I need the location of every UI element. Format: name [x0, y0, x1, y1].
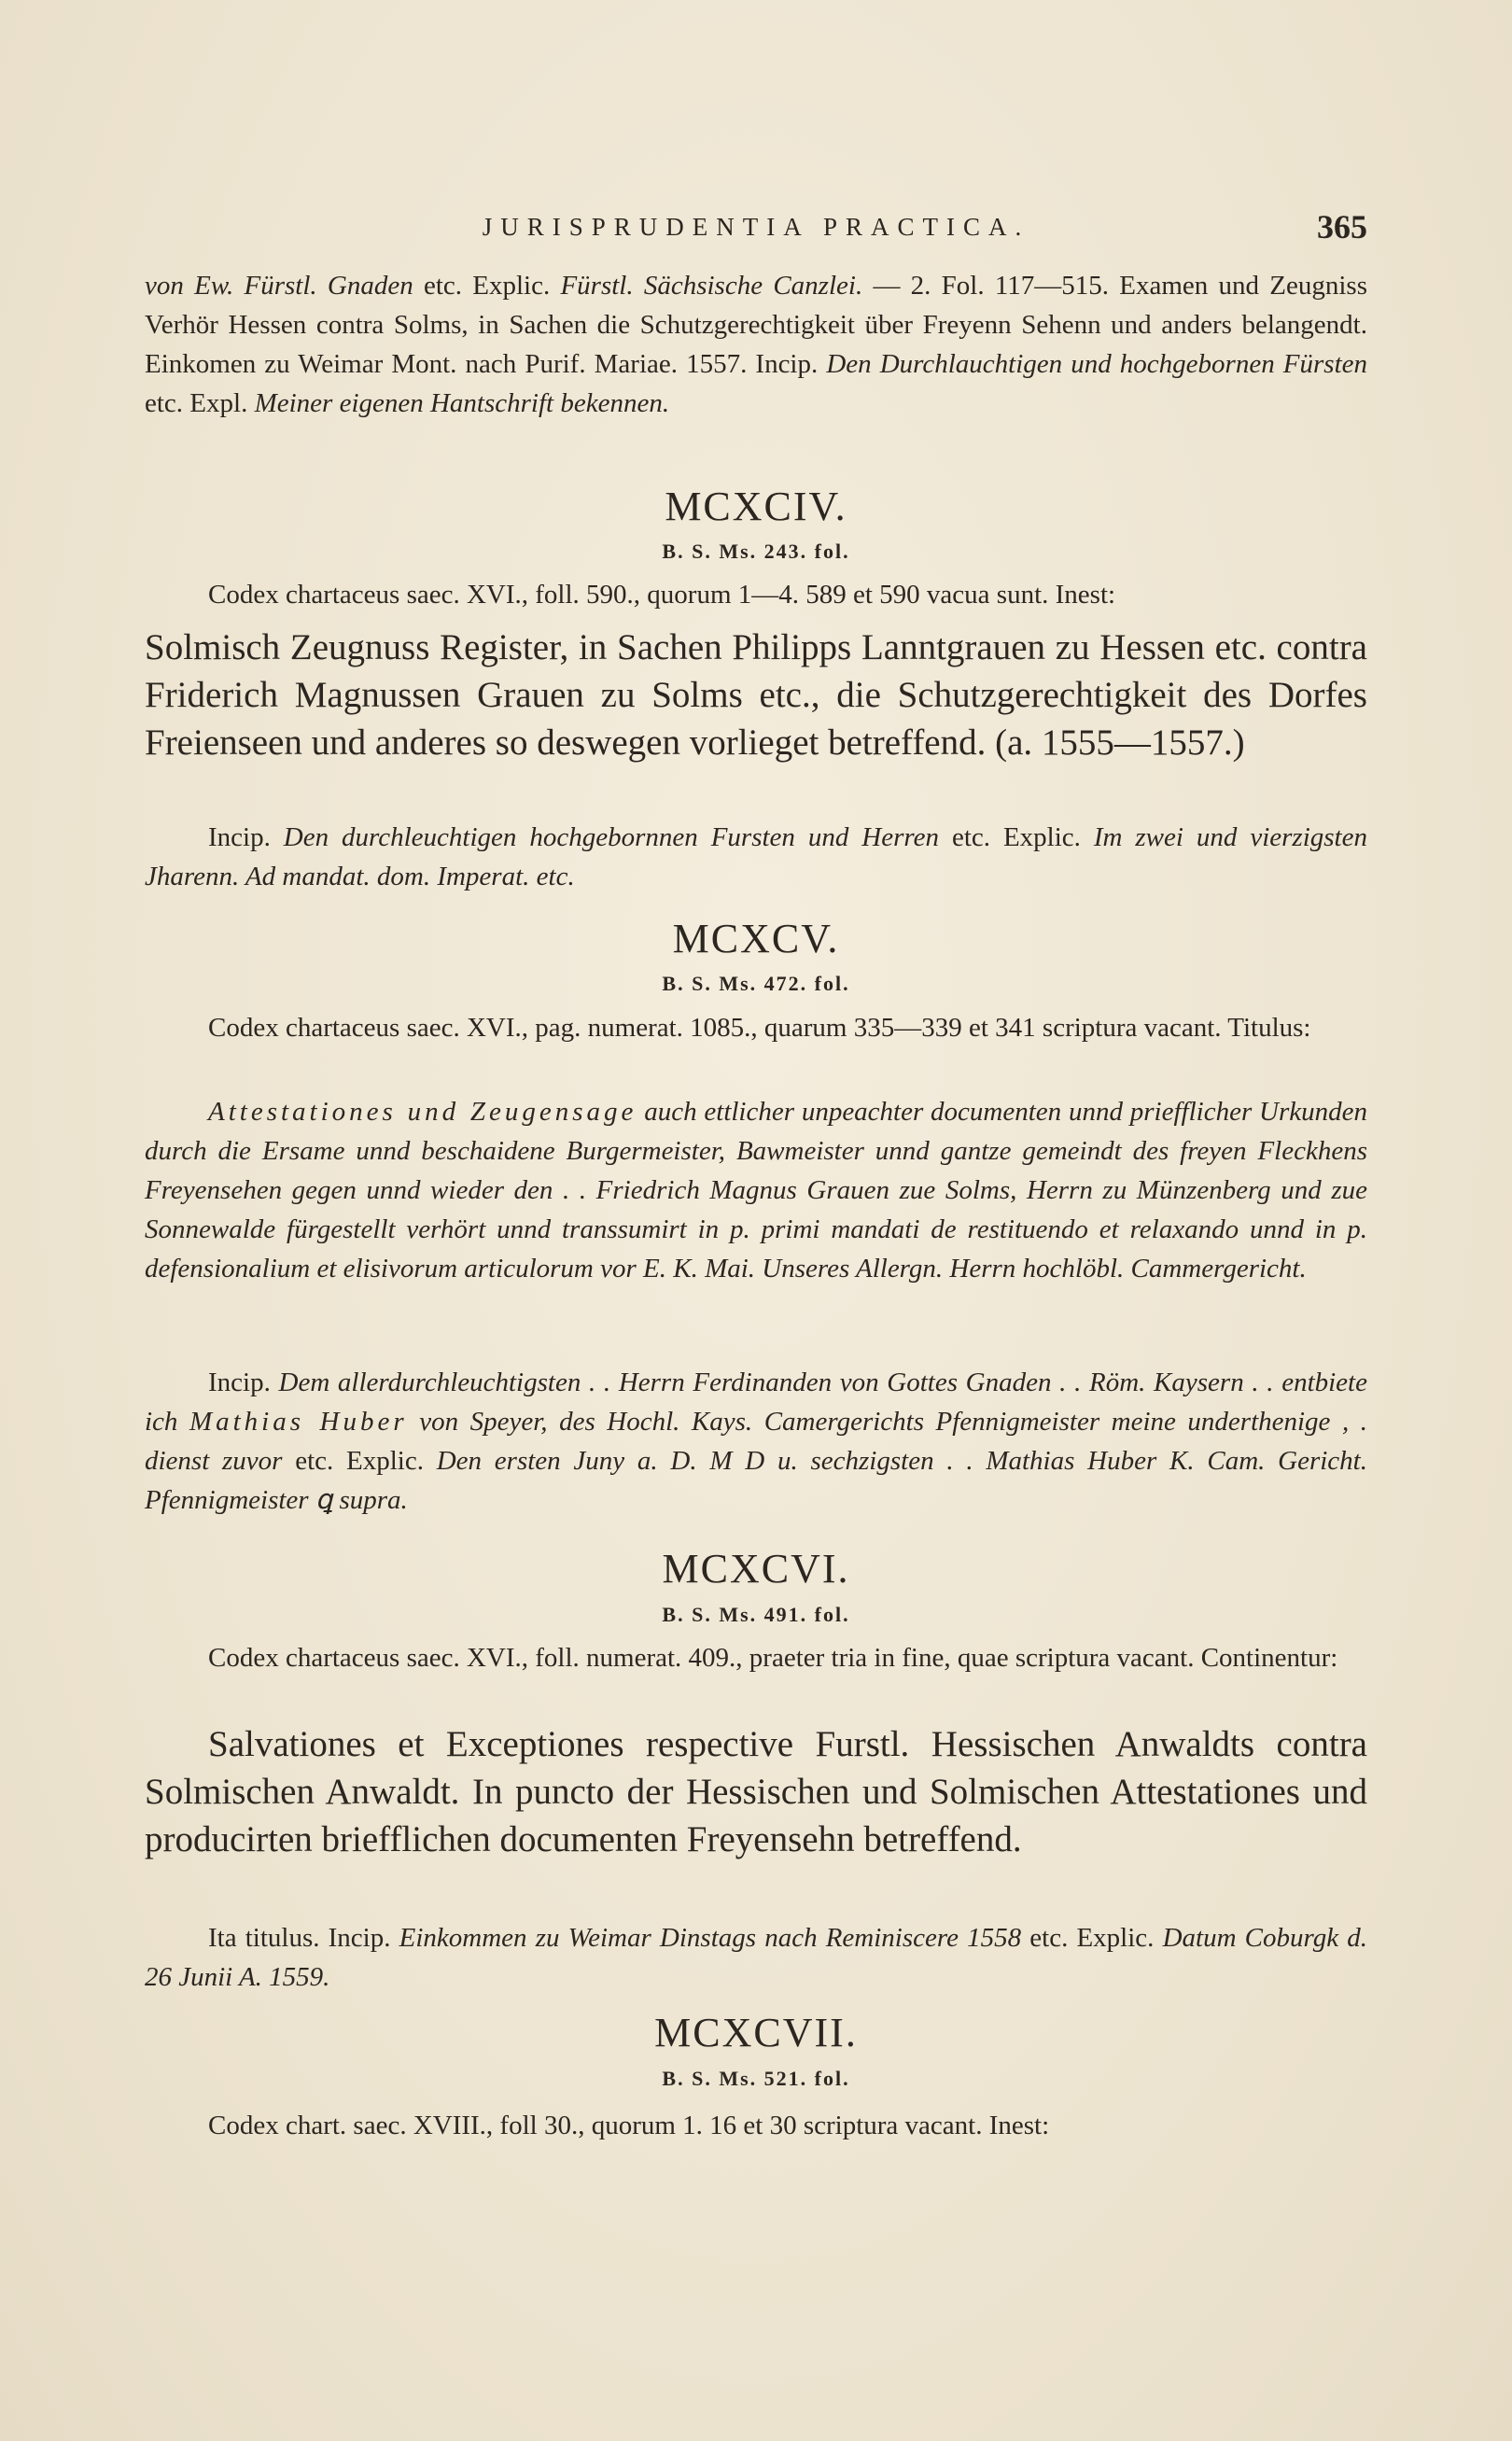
- entry-number: MCXCVI.: [662, 1546, 850, 1592]
- shelfmark: B. S. Ms. 243. fol.: [662, 540, 850, 563]
- codex-description: Codex chartaceus saec. XVI., pag. numerat. 1085., quarum 335—339 et 341 scriptura vacant. Titulus:: [208, 1013, 1311, 1043]
- codex-description: Codex chart. saec. XVIII., foll 30., quorum 1. 16 et 30 scriptura vacant. Inest:: [208, 2111, 1050, 2140]
- entry-title: Salvationes et Exceptiones respective Furstl. Hessischen Anwaldts contra Solmischen Anwaldt. In puncto der Hessischen und Solmischen Attestationes und producirten briefflichen documenten Freyensehn betreffend.: [145, 1724, 1367, 1859]
- shelfmark: B. S. Ms. 472. fol.: [662, 972, 850, 995]
- entry-title: Attestationes und Zeugensage auch ettlicher unpeachter documenten unnd priefflicher Urkunden durch die Ersame unnd beschaidene Burgermeister, Bawmeister unnd gantze gemeindt des freyen Fleckhens Freyensehen gegen unnd wieder den . . Friedrich Magnus Grauen zue Solms, Herrn zu Münzenberg und zue Sonnewalde fürgestellt verhört unnd transsumirt in p. primi mandati de restituendo et relaxando unnd in p. defensionalium et elisivorum articulorum vor E. K. Mai. Unseres Allergn. Herrn hochlöbl. Cammergericht.: [145, 1097, 1367, 1284]
- shelfmark: B. S. Ms. 521. fol.: [662, 2067, 850, 2090]
- entry-number: MCXCIV.: [665, 484, 847, 529]
- incipit-explicit: Incip. Dem allerdurchleuchtigsten . . Herrn Ferdinanden von Gottes Gnaden . . Röm. Kaysern . . entbiete ich Mathias Huber von Speyer, des Hochl. Kays. Camergerichts Pfennigmeister meine underthenige , . dienst zuvor etc. Explic. Den ersten Juny a. D. M D u. sechzigsten . . Mathias Huber K. Cam. Gericht. Pfennigmeister ꝗ supra.: [145, 1368, 1367, 1515]
- entry-number: MCXCVII.: [654, 2010, 858, 2055]
- incipit-explicit: Ita titulus. Incip. Einkommen zu Weimar Dinstags nach Reminiscere 1558 etc. Explic. Datum Coburgk d. 26 Junii A. 1559.: [145, 1923, 1367, 1992]
- page-number: 365: [1317, 208, 1367, 246]
- entry-title: Solmisch Zeugnuss Register, in Sachen Philipps Lanntgrauen zu Hessen etc. contra Friderich Magnussen Grauen zu Solms etc., die Schutzgerechtigkeit des Dorfes Freienseen und anderes so deswegen vorlieget betreffend. (a. 1555—1557.): [145, 627, 1367, 763]
- codex-description: Codex chartaceus saec. XVI., foll. numerat. 409., praeter tria in fine, quae scriptura vacant. Continentur:: [208, 1643, 1338, 1673]
- codex-description: Codex chartaceus saec. XVI., foll. 590., quorum 1—4. 589 et 590 vacua sunt. Inest:: [208, 580, 1116, 610]
- intro-paragraph: von Ew. Fürstl. Gnaden etc. Explic. Fürstl. Sächsische Canzlei. — 2. Fol. 117—515. Examen und Zeugniss Verhör Hessen contra Solms, in Sachen die Schutzgerechtigkeit über Freyenn Sehenn und anders belangendt. Einkomen zu Weimar Mont. nach Purif. Mariae. 1557. Incip. Den Durchlauchtigen und hochgebornen Fürsten etc. Expl. Meiner eigenen Hantschrift bekennen.: [145, 271, 1367, 418]
- incipit-explicit: Incip. Den durchleuchtigen hochgebornnen Fursten und Herren etc. Explic. Im zwei und vierzigsten Jharenn. Ad mandat. dom. Imperat. etc.: [145, 822, 1367, 891]
- entry-number: MCXCV.: [672, 916, 840, 961]
- running-head: [145, 207, 1367, 254]
- running-title: JURISPRUDENTIA PRACTICA.: [482, 213, 1030, 241]
- shelfmark: B. S. Ms. 491. fol.: [662, 1603, 850, 1626]
